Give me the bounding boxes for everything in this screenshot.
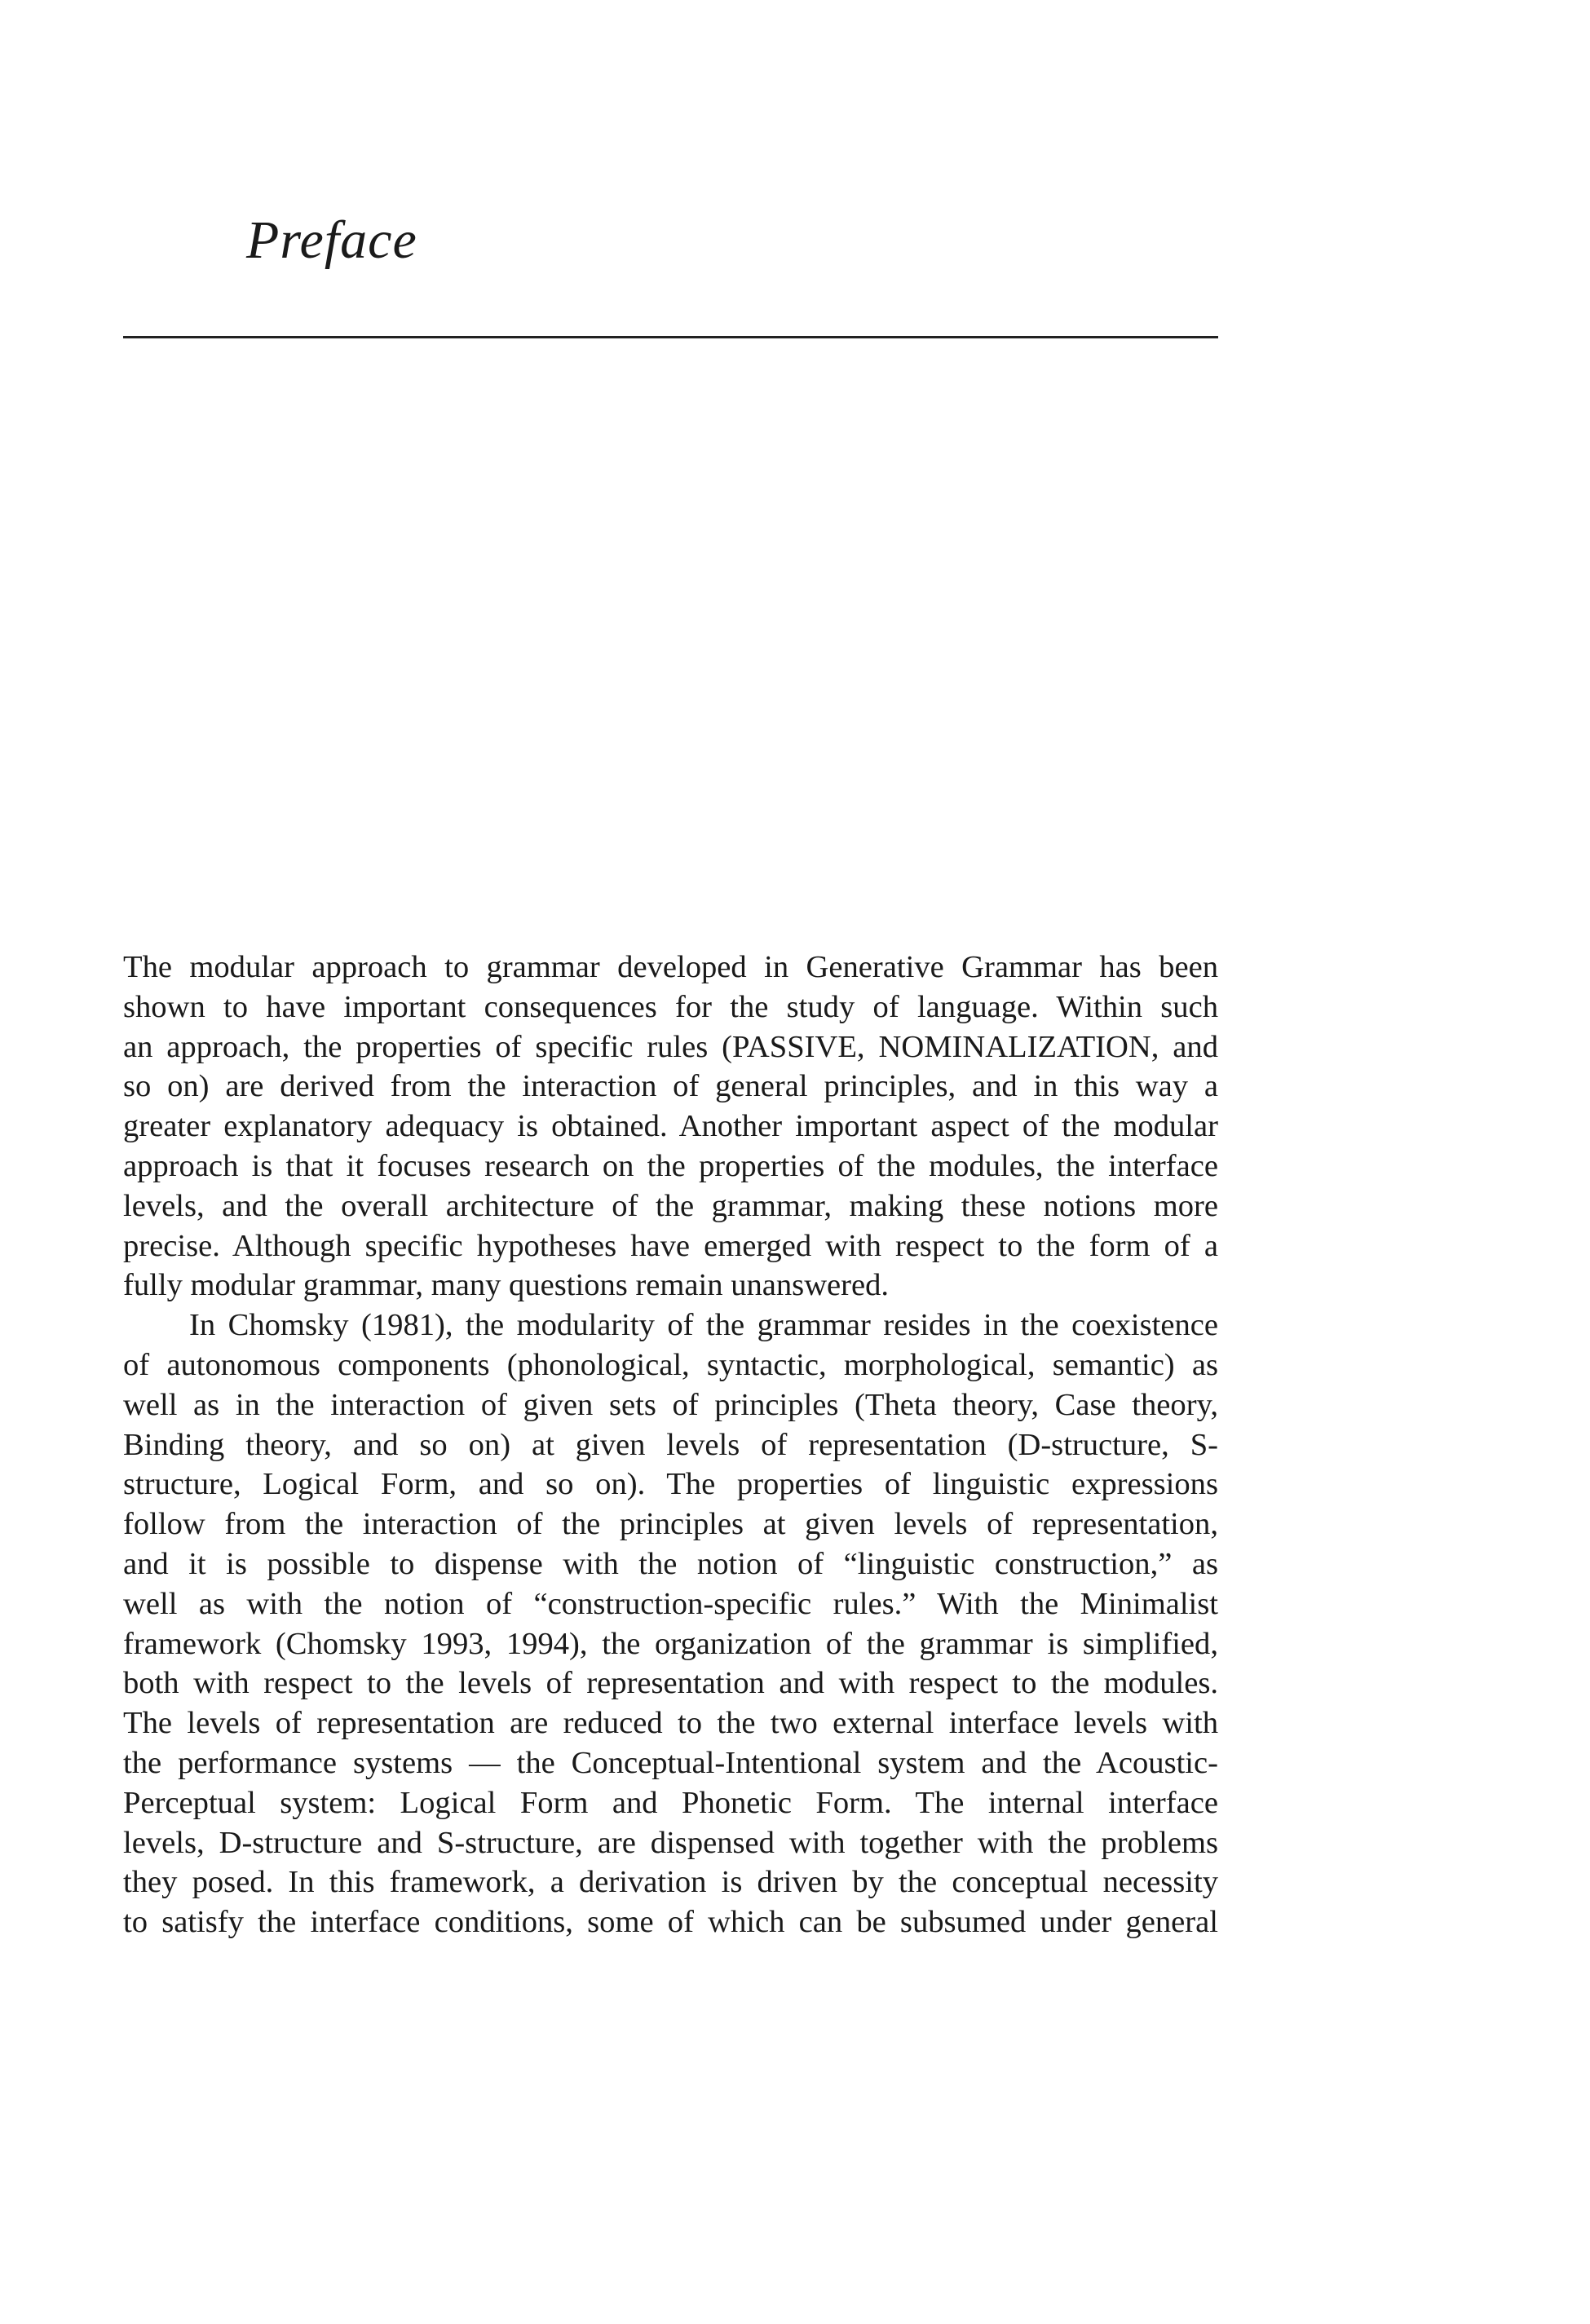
text-line: well as in the interaction of given sets of principles (Theta theory, Case theory, bbox=[123, 1387, 1218, 1422]
paragraph-1 bbox=[123, 948, 1218, 1306]
text-line: so on) are derived from the interaction of general principles, and in this way a bbox=[123, 1069, 1218, 1104]
title-rule bbox=[123, 336, 1218, 338]
text-line: approach is that it focuses research on the properties of the modules, the interface bbox=[123, 1148, 1218, 1183]
text-line: levels, and the overall architecture of the grammar, making these notions more bbox=[123, 1188, 1218, 1223]
text-line: an approach, the properties of specific rules (PASSIVE, NOMINALIZATION, and bbox=[123, 1029, 1218, 1064]
text-line: shown to have important consequences for the study of language. Within such bbox=[123, 989, 1218, 1024]
paragraph-2 bbox=[123, 1306, 1218, 1942]
text-line: fully modular grammar, many questions remain unanswered. bbox=[123, 1268, 890, 1303]
page-title: Preface bbox=[246, 210, 417, 270]
text-line: framework (Chomsky 1993, 1994), the organization of the grammar is simplified, bbox=[123, 1626, 1218, 1661]
text-line: precise. Although specific hypotheses have emerged with respect to the form of a bbox=[123, 1228, 1218, 1263]
text-line: the performance systems — the Conceptual-Intentional system and the Acoustic- bbox=[123, 1745, 1218, 1780]
text-line: and it is possible to dispense with the notion of “linguistic construction,” as bbox=[123, 1546, 1218, 1581]
text-line: greater explanatory adequacy is obtained. Another important aspect of the modular bbox=[123, 1109, 1218, 1144]
text-line: The modular approach to grammar developed in Generative Grammar has been bbox=[123, 950, 1218, 984]
text-line: In Chomsky (1981), the modularity of the grammar resides in the coexistence bbox=[189, 1308, 1218, 1343]
text-line: to satisfy the interface conditions, some of which can be subsumed under general bbox=[123, 1905, 1218, 1940]
text-line: follow from the interaction of the principles at given levels of representation, bbox=[123, 1507, 1218, 1542]
text-line: both with respect to the levels of representation and with respect to the modules. bbox=[123, 1666, 1218, 1701]
body-text bbox=[123, 948, 1218, 1942]
text-line: Perceptual system: Logical Form and Phonetic Form. The internal interface bbox=[123, 1785, 1218, 1820]
text-line: well as with the notion of “construction-specific rules.” With the Minimalist bbox=[123, 1586, 1218, 1621]
text-line: The levels of representation are reduced to the two external interface levels with bbox=[123, 1706, 1218, 1741]
text-line: levels, D-structure and S-structure, are dispensed with together with the problems bbox=[123, 1825, 1218, 1860]
text-line: Binding theory, and so on) at given levels of representation (D-structure, S- bbox=[123, 1427, 1218, 1462]
text-line: they posed. In this framework, a derivation is driven by the conceptual necessity bbox=[123, 1865, 1218, 1900]
text-line: of autonomous components (phonological, syntactic, morphological, semantic) as bbox=[123, 1347, 1218, 1382]
text-line: structure, Logical Form, and so on). The properties of linguistic expressions bbox=[123, 1467, 1218, 1502]
